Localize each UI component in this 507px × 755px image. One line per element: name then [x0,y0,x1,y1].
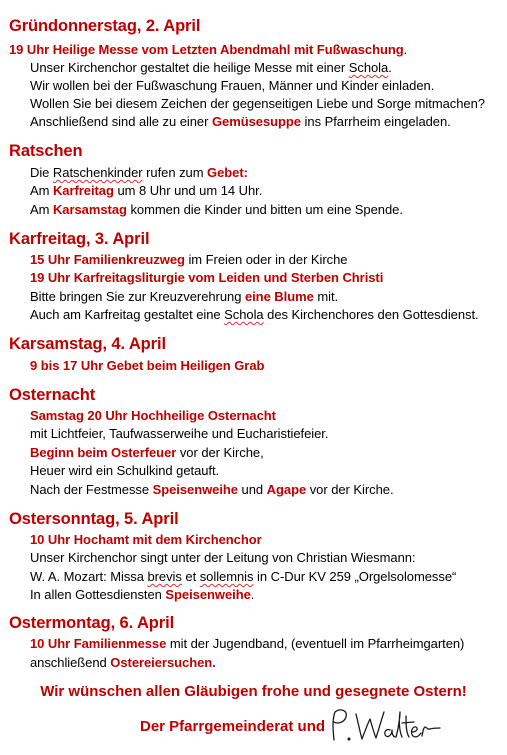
highlight-text: Karsamstag [52,202,127,217]
section-heading: Ratschen [9,142,83,160]
section-heading: Ostermontag, 6. April [9,614,175,632]
body-text: Unser Kirchenchor gestaltet die heilige Messe mit einer [30,60,349,75]
body-text: des Kirchenchores den Gottesdienst. [263,307,479,322]
body-text: ins Pfarrheim eingeladen. [301,114,451,129]
highlight-text: Gebet: [207,165,248,180]
section-heading: Ostersonntag, 5. April [9,510,179,528]
section-heading: Gründonnerstag, 2. April [9,17,201,35]
highlight-text: Gemüsesuppe [211,114,301,129]
line [9,41,407,58]
body-text: . [403,42,408,57]
body-text: mit Lichtfeier, Taufwasserweihe und Eucharistiefeier. [30,426,329,441]
body-text: Am [30,202,53,217]
spellcheck-marked-word: Schola [348,60,389,75]
body-text: vor der Kirche. [306,482,394,497]
highlight-text: Speisenweihe [152,482,238,497]
line [30,407,276,424]
highlight-text: Speisenweihe [165,587,251,602]
section-heading: Osternacht [9,386,96,404]
line [30,531,262,548]
body-text: vor der Kirche, [176,445,264,460]
highlight-text: 10 Uhr Familienmesse [30,636,167,651]
section-heading: Karsamstag, 4. April [9,335,166,353]
easter-greeting: Wir wünschen allen Gläubigen frohe und gesegnete Ostern! [40,683,467,700]
line [30,425,328,442]
spellcheck-marked-word: Ratschenkinder [52,165,143,180]
highlight-text: 19 Uhr Heilige Messe vom Letzten Abendmahl mit Fußwaschung [9,42,404,57]
line [30,59,392,76]
body-text: Bitte bringen Sie zur Kreuzverehrung [30,289,245,304]
signoff-text: Der Pfarrgemeinderat und [140,718,326,735]
line [30,635,464,652]
line [30,462,219,479]
line [30,182,262,199]
line [30,357,264,374]
body-text: Nach der Festmesse [30,482,153,497]
highlight-text: Ostereiersuchen. [110,655,216,670]
highlight-text: 19 Uhr Karfreitagsliturgie vom Leiden und Sterben Christi [30,270,384,285]
body-text: in C-Dur KV 259 „Orgelsolomesse“ [253,569,457,584]
line [30,481,394,498]
body-text: im Freien oder in der Kirche [184,252,348,267]
body-text: Auch am Karfreitag gestaltet eine [30,307,225,322]
body-text: mit. [313,289,339,304]
body-text: W. A. Mozart: Missa [30,569,148,584]
line [30,251,347,268]
spellcheck-marked-word: sollemnis [199,569,254,584]
highlight-text: Agape [266,482,307,497]
line [30,586,254,603]
line [30,444,264,461]
body-text: Wir wollen bei der Fußwaschung Frauen, Männer und Kinder einladen. [30,78,435,93]
highlight-text: Samstag 20 Uhr Hochheilige Osternacht [30,408,276,423]
line [30,288,338,305]
spellcheck-marked-word: brevis [147,569,182,584]
body-text: Die [30,165,53,180]
body-text: rufen zum [142,165,208,180]
signoff-line [140,718,325,735]
line [30,164,248,181]
highlight-text: 15 Uhr Familienkreuzweg [30,252,185,267]
line [30,95,485,112]
handwritten-signature [326,706,446,746]
body-text: Heuer wird ein Schulkind getauft. [30,463,220,478]
section-heading: Karfreitag, 3. April [9,230,150,248]
body-text: Anschließend sind alle zu einer [30,114,212,129]
line [30,654,216,671]
line [30,201,403,218]
line [30,269,383,286]
body-text: et [181,569,200,584]
body-text: . [250,587,255,602]
line [30,306,479,323]
highlight-text: Beginn beim Osterfeuer [30,445,177,460]
highlight-text: eine Blume [244,289,314,304]
highlight-text: 9 bis 17 Uhr Gebet beim Heiligen Grab [30,358,265,373]
body-text: . [388,60,392,75]
highlight-text: 10 Uhr Hochamt mit dem Kirchenchor [30,532,262,547]
body-text: Am [30,183,53,198]
body-text: mit der Jugendband, (eventuell im Pfarrheimgarten) [166,636,465,651]
line [30,113,451,130]
body-text: Wollen Sie bei diesem Zeichen der gegenseitigen Liebe und Sorge mitmachen? [30,96,485,111]
line [30,77,434,94]
body-text: Unser Kirchenchor singt unter der Leitung von Christian Wiesmann: [30,550,416,565]
body-text: In allen Gottesdiensten [30,587,166,602]
body-text: um 8 Uhr und um 14 Uhr. [113,183,263,198]
line [30,568,456,585]
spellcheck-marked-word: Schola [224,307,264,322]
body-text: anschließend [30,655,111,670]
highlight-text: Karfreitag [52,183,114,198]
line [30,549,416,566]
body-text: kommen die Kinder und bitten um eine Spende. [126,202,403,217]
body-text: und [238,482,267,497]
